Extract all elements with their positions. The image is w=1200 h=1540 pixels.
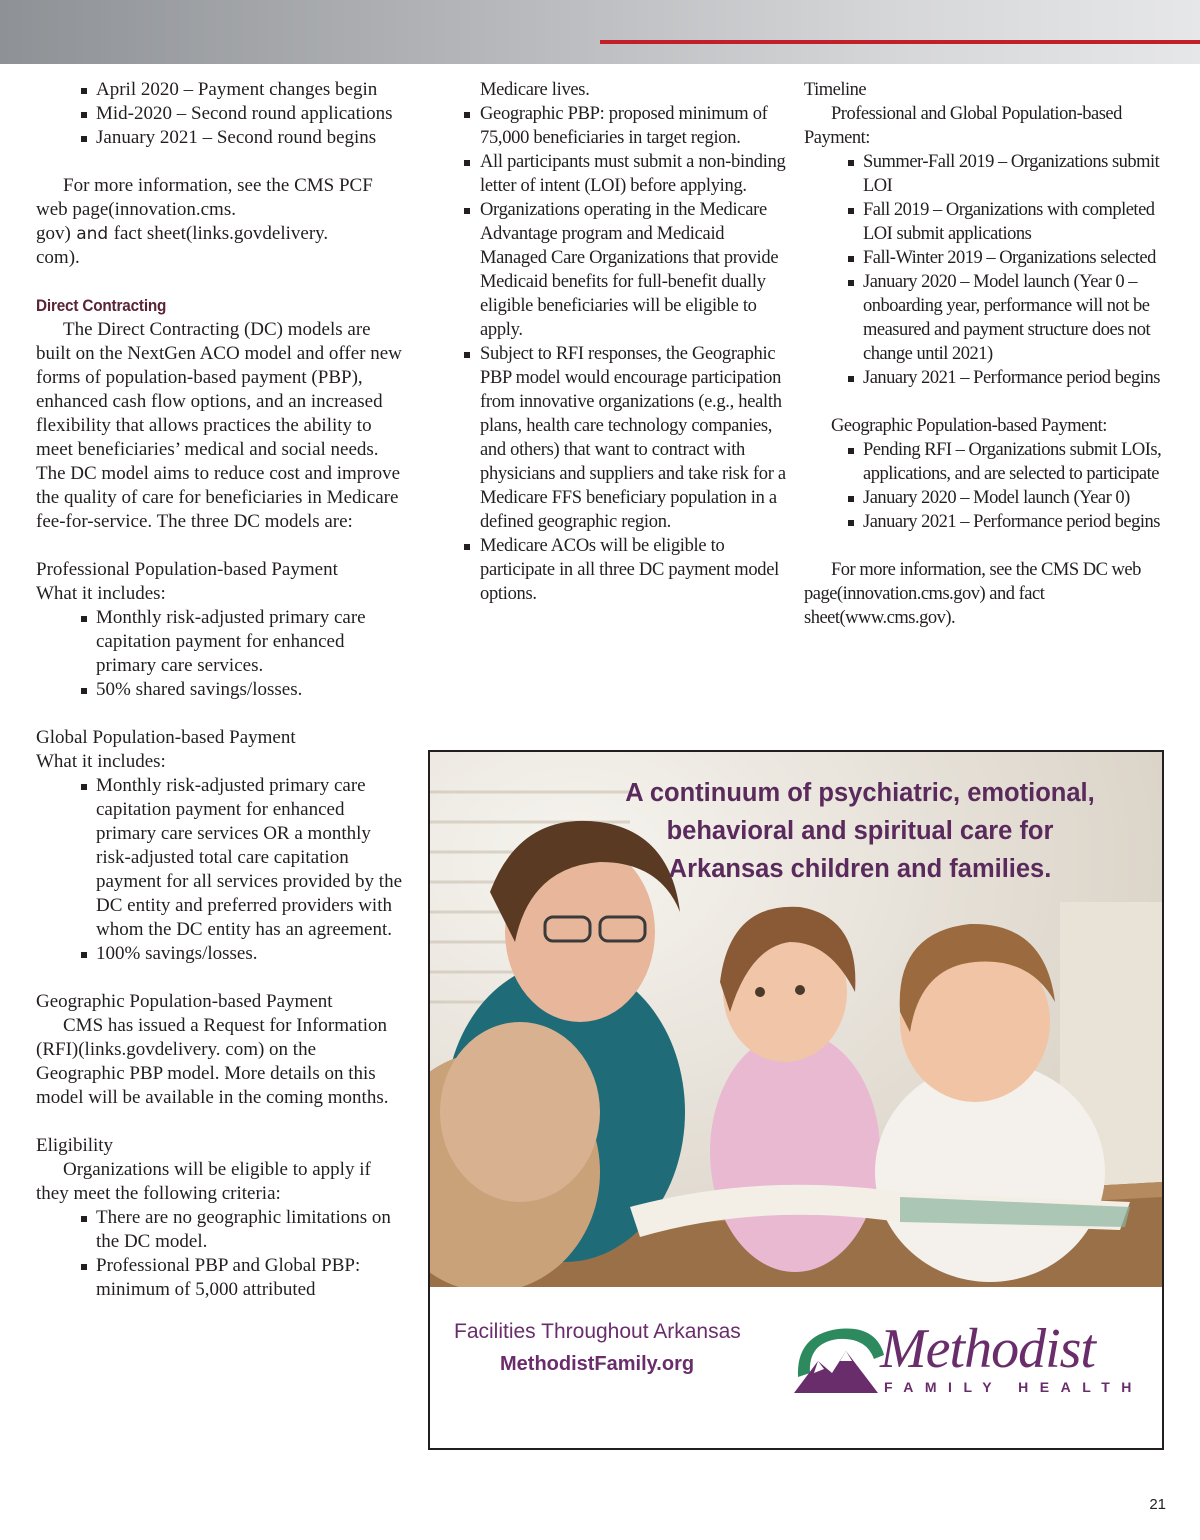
- list-item: January 2020 – Model launch (Year 0 – onboarding year, performance will not be measured and payment structure does not change until 2021): [846, 270, 1174, 366]
- methodist-advertisement[interactable]: [428, 750, 1164, 1450]
- facilities-text: Facilities Throughout Arkansas: [454, 1320, 741, 1343]
- list-item: Subject to RFI responses, the Geographic PBP model would encourage participation from innovative organizations (e.g., health plans, health care technology companies, and others) that want to contract with physicians and suppliers and take risk for a Medicare FFS beneficiary population in a defined geographic region.: [462, 342, 792, 534]
- and-text: and: [70, 224, 114, 244]
- website-link[interactable]: MethodistFamily.org: [500, 1353, 695, 1375]
- list-item: All participants must submit a non-binding letter of intent (LOI) before applying.: [462, 150, 792, 198]
- page-number: 21: [1149, 1496, 1166, 1513]
- list-item: Medicare ACOs will be eligible to participate in all three DC payment model options.: [462, 534, 792, 606]
- timeline-list-pcf: [79, 78, 408, 150]
- continued-text: Medicare lives.: [480, 80, 590, 100]
- list-item: Organizations operating in the Medicare Advantage program and Medicaid Managed Care Organizations that provide Medicaid benefits for full-benefit dually eligible beneficiaries will be eligible to apply.: [462, 198, 792, 342]
- pgp-label: Professional and Global Population-based Payment:: [804, 104, 1122, 148]
- list-item: April 2020 – Payment changes begin: [79, 78, 408, 102]
- pcf-web-link[interactable]: gov): [36, 223, 71, 244]
- list-item: Fall 2019 – Organizations with completed LOI submit applications: [846, 198, 1174, 246]
- list-item: January 2021 – Second round begins: [79, 126, 408, 150]
- logo-tagline: FAMILY HEALTH: [884, 1379, 1143, 1395]
- column-3: [804, 78, 1174, 630]
- ad-photo: [430, 752, 1162, 1287]
- geographic-pbp-heading: Geographic Population-based Payment: [36, 991, 333, 1012]
- professional-includes-label: What it includes:: [36, 583, 166, 604]
- list-item: January 2021 – Performance period begins: [846, 510, 1174, 534]
- professional-pbp-heading: Professional Population-based Payment: [36, 559, 338, 580]
- eligibility-heading: Eligibility: [36, 1135, 114, 1156]
- global-includes-label: What it includes:: [36, 751, 166, 772]
- list-item: Fall-Winter 2019 – Organizations selected: [846, 246, 1174, 270]
- headline-line: A continuum of psychiatric, emotional,: [625, 779, 1095, 807]
- logo-wordmark: Methodist: [880, 1318, 1095, 1380]
- pcf-info-paragraph: [36, 174, 408, 270]
- pcf-info-end: com).: [36, 247, 80, 268]
- methodist-logo: [788, 1315, 1148, 1415]
- eligibility-list: [79, 1206, 408, 1302]
- fact-sheet-link[interactable]: fact sheet(links.govdelivery.: [113, 223, 329, 244]
- headline-line: behavioral and spiritual care for: [666, 817, 1054, 845]
- list-item: 50% shared savings/losses.: [79, 678, 408, 702]
- list-item: Mid-2020 – Second round applications: [79, 102, 408, 126]
- list-item: Geographic PBP: proposed minimum of 75,000 beneficiaries in target region.: [462, 102, 792, 150]
- direct-contracting-heading: Direct Contracting: [36, 296, 167, 315]
- list-item: Professional PBP and Global PBP: minimum of 5,000 attributed: [79, 1254, 408, 1302]
- pgp-timeline-list: [846, 150, 1174, 390]
- list-item: Monthly risk-adjusted primary care capitation payment for enhanced primary care services OR a monthly risk-adjusted total care capitation payment for all services provided by the DC entity and preferred providers with whom the DC entity has an agreement.: [79, 774, 408, 942]
- ad-headline: [580, 774, 1140, 888]
- headline-line: Arkansas children and families.: [668, 855, 1052, 883]
- professional-list: [79, 606, 408, 702]
- list-item: Summer-Fall 2019 – Organizations submit LOI: [846, 150, 1174, 198]
- geo-timeline-list: [846, 438, 1174, 534]
- list-item: 100% savings/losses.: [79, 942, 408, 966]
- ad-footer: [430, 1287, 1162, 1450]
- dc-info-paragraph: For more information, see the CMS DC web page(innovation.cms.gov) and fact sheet(www.cms.gov).: [804, 560, 1141, 628]
- global-list: [79, 774, 408, 966]
- eligibility-list-continued: [462, 102, 792, 606]
- list-item: Pending RFI – Organizations submit LOIs, applications, and are selected to participate: [846, 438, 1174, 486]
- pcf-info-text: For more information, see the CMS PCF web page(innovation.cms.: [36, 175, 373, 220]
- mountain-logo-icon: [788, 1315, 888, 1405]
- list-item: There are no geographic limitations on the DC model.: [79, 1206, 408, 1254]
- dc-paragraph: The Direct Contracting (DC) models are built on the NextGen ACO model and offer new forms of population-based payment (PBP), enhanced cash flow options, and an increased flexibility that allows practices the ability to meet beneficiaries’ medical and social needs. The DC model aims to reduce cost and improve the quality of care for beneficiaries in Medicare fee-for-service. The three DC models are:: [36, 319, 402, 532]
- column-1: [36, 78, 408, 1302]
- timeline-heading: Timeline: [804, 80, 867, 100]
- list-item: January 2021 – Performance period begins: [846, 366, 1174, 390]
- global-pbp-heading: Global Population-based Payment: [36, 727, 296, 748]
- header-rule: [600, 40, 1200, 44]
- list-item: Monthly risk-adjusted primary care capitation payment for enhanced primary care services.: [79, 606, 408, 678]
- list-item: January 2020 – Model launch (Year 0): [846, 486, 1174, 510]
- eligibility-paragraph: Organizations will be eligible to apply if they meet the following criteria:: [36, 1159, 371, 1204]
- header-bar: [0, 0, 1200, 64]
- column-2: [462, 78, 792, 606]
- geographic-paragraph: CMS has issued a Request for Information (RFI)(links.govdelivery. com) on the Geographic PBP model. More details on this model will be available in the coming months.: [36, 1015, 389, 1108]
- geo-label: Geographic Population-based Payment:: [831, 416, 1107, 436]
